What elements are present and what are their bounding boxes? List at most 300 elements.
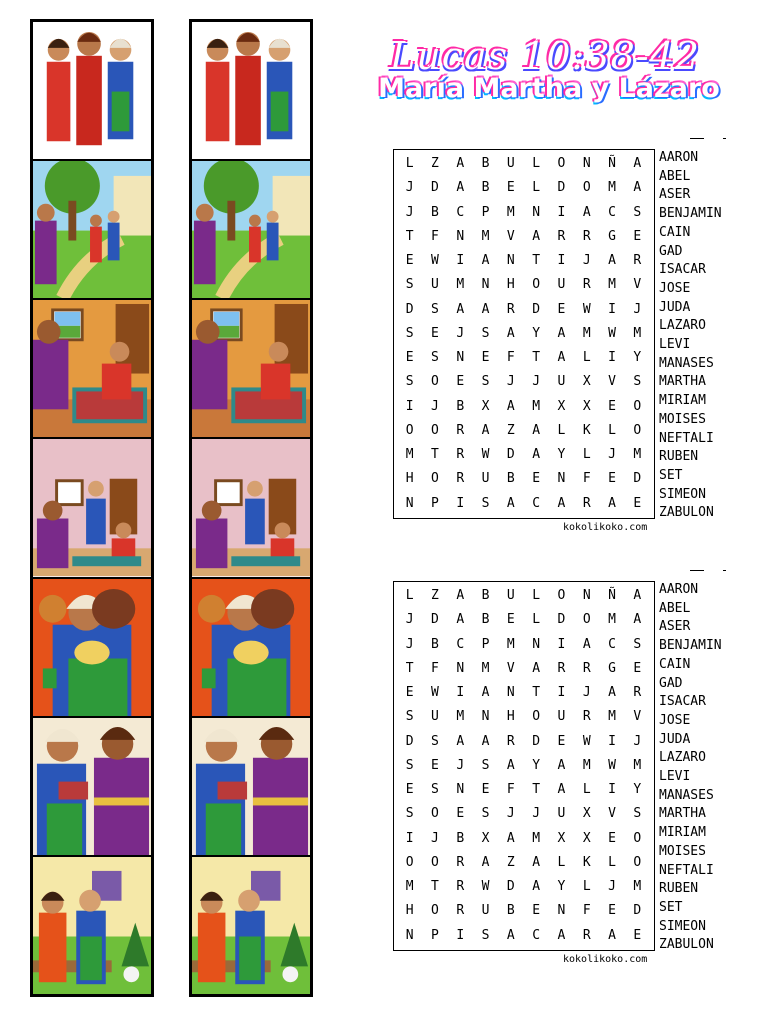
grid-cell: A [481, 253, 490, 269]
grid-cell: A [481, 301, 490, 317]
grid-cell: N [582, 588, 591, 603]
grid-cell: O [633, 398, 642, 414]
grid-cell: P [431, 927, 439, 943]
grid-cell: R [456, 422, 465, 438]
word-list-item: MARTHA [659, 374, 706, 390]
grid-cell: M [456, 709, 465, 725]
grid-cell: N [557, 903, 566, 919]
grid-cell: N [481, 277, 490, 293]
grid-cell: N [582, 156, 591, 171]
strip-panel-4 [192, 439, 310, 578]
grid-cell: L [608, 422, 616, 438]
grid-cell: A [582, 204, 591, 220]
grid-cell: A [532, 660, 541, 676]
grid-cell: E [633, 660, 642, 676]
grid-cell: R [582, 228, 591, 244]
grid-cell: A [481, 854, 490, 870]
divider-mark [690, 570, 704, 571]
grid-cell: E [405, 685, 414, 701]
grid-cell: D [405, 733, 414, 749]
grid-cell: K [582, 854, 591, 870]
grid-cell: U [557, 806, 566, 822]
credit-text: kokolikoko.com [563, 522, 648, 533]
grid-cell: I [557, 253, 566, 269]
grid-cell: O [431, 422, 439, 438]
grid-cell: E [405, 253, 414, 269]
grid-cell: O [532, 709, 541, 725]
grid-cell: A [633, 612, 642, 628]
grid-cell: M [582, 757, 591, 773]
grid-cell: J [582, 685, 591, 701]
grid-cell: A [532, 228, 541, 244]
grid-cell: I [608, 301, 616, 317]
grid-cell: U [506, 156, 515, 171]
grid-cell: S [405, 806, 414, 822]
grid-cell: N [481, 709, 490, 725]
grid-cell: U [481, 903, 490, 919]
grid-cell: K [582, 422, 591, 438]
grid-cell: S [481, 325, 490, 341]
word-list-item: JOSE [659, 280, 691, 296]
word-list-item: SIMEON [659, 918, 706, 934]
grid-cell: S [405, 277, 414, 293]
grid-cell: F [506, 350, 515, 366]
grid-cell: M [405, 447, 414, 463]
strip-panel-5 [33, 579, 151, 718]
strip-panel-7 [192, 857, 310, 994]
illustration-strip-right [189, 19, 313, 997]
grid-cell: I [456, 495, 465, 511]
grid-cell: E [608, 903, 616, 919]
grid-cell: A [456, 301, 465, 317]
grid-cell: O [431, 471, 439, 487]
grid-cell: T [405, 228, 414, 244]
grid-cell: A [506, 757, 515, 773]
grid-cell: C [608, 204, 616, 220]
grid-cell: A [506, 927, 515, 943]
grid-cell: E [431, 757, 439, 773]
grid-cell: M [532, 830, 541, 846]
grid-cell: V [633, 709, 642, 725]
grid-cell: A [481, 733, 490, 749]
grid-cell: O [582, 612, 591, 628]
grid-cell: F [431, 660, 439, 676]
grid-cell: M [405, 879, 414, 895]
word-list-item: LAZARO [659, 750, 706, 766]
grid-cell: N [456, 350, 465, 366]
grid-cell: E [608, 471, 616, 487]
grid-cell: B [481, 612, 490, 628]
grid-cell: R [456, 447, 465, 463]
grid-cell: J [431, 398, 439, 414]
grid-cell: O [405, 422, 414, 438]
grid-cell: C [456, 204, 465, 220]
word-list-item: ISACAR [659, 694, 706, 710]
credit-text: kokolikoko.com [563, 954, 648, 965]
grid-cell: T [431, 879, 439, 895]
grid-cell: S [405, 709, 414, 725]
grid-cell: E [481, 782, 490, 798]
strip-panel-2 [192, 161, 310, 300]
grid-cell: B [456, 398, 465, 414]
grid-cell: A [506, 325, 515, 341]
word-list-item: GAD [659, 675, 683, 691]
word-list-item: BENJAMIN [659, 206, 722, 222]
grid-cell: E [481, 350, 490, 366]
grid-cell: S [431, 350, 439, 366]
grid-cell: M [633, 757, 642, 773]
grid-cell: L [532, 180, 541, 196]
grid-cell: W [608, 757, 616, 773]
grid-cell: E [456, 806, 465, 822]
grid-cell: H [506, 709, 515, 725]
grid-cell: J [532, 806, 541, 822]
grid-cell: A [532, 879, 541, 895]
grid-cell: A [456, 588, 465, 603]
grid-cell: E [431, 325, 439, 341]
strip-panel-1 [33, 22, 151, 161]
grid-cell: P [431, 495, 439, 511]
grid-cell: A [456, 180, 465, 196]
grid-cell: X [557, 398, 566, 414]
grid-cell: A [506, 398, 515, 414]
grid-cell: L [557, 422, 566, 438]
grid-cell: O [633, 830, 642, 846]
grid-cell: O [633, 854, 642, 870]
grid-cell: C [532, 927, 541, 943]
grid-cell: N [456, 660, 465, 676]
grid-cell: M [481, 228, 490, 244]
grid-cell: E [456, 374, 465, 390]
grid-cell: A [456, 612, 465, 628]
grid-cell: A [557, 782, 566, 798]
grid-cell: B [431, 636, 439, 652]
grid-cell: U [506, 588, 515, 603]
grid-cell: T [405, 660, 414, 676]
grid-cell: A [582, 636, 591, 652]
grid-cell: I [557, 636, 566, 652]
grid-cell: H [405, 903, 414, 919]
strip-panel-3 [192, 300, 310, 439]
grid-cell: S [633, 806, 642, 822]
grid-cell: X [481, 830, 490, 846]
strip-panel-4 [33, 439, 151, 578]
grid-cell: E [633, 495, 642, 511]
grid-cell: N [532, 204, 541, 220]
grid-cell: T [532, 350, 541, 366]
grid-cell: L [405, 156, 414, 171]
grid-cell: O [431, 903, 439, 919]
grid-cell: A [481, 685, 490, 701]
grid-cell: D [557, 612, 566, 628]
grid-cell: R [456, 879, 465, 895]
grid-cell: X [582, 374, 591, 390]
grid-cell: W [582, 301, 591, 317]
word-list-item: ABEL [659, 168, 691, 184]
grid-cell: N [557, 471, 566, 487]
grid-cell: I [608, 782, 616, 798]
letter-grid [393, 149, 655, 519]
grid-cell: N [532, 636, 541, 652]
grid-cell: L [582, 447, 591, 463]
grid-cell: A [506, 495, 515, 511]
grid-cell: M [532, 398, 541, 414]
title-names: María Martha y Lázaro [378, 73, 720, 104]
grid-cell: I [557, 685, 566, 701]
grid-cell: L [608, 854, 616, 870]
grid-cell: I [456, 685, 465, 701]
grid-cell: C [608, 636, 616, 652]
grid-cell: S [431, 733, 439, 749]
grid-cell: M [506, 204, 515, 220]
grid-cell: X [582, 830, 591, 846]
grid-cell: W [481, 447, 490, 463]
grid-cell: A [557, 927, 566, 943]
grid-cell: H [506, 277, 515, 293]
grid-cell: J [582, 253, 591, 269]
grid-cell: E [633, 927, 642, 943]
grid-cell: J [506, 806, 515, 822]
grid-cell: A [557, 350, 566, 366]
divider-mark [723, 570, 726, 571]
grid-cell: E [557, 301, 566, 317]
grid-cell: R [582, 660, 591, 676]
grid-cell: A [557, 757, 566, 773]
grid-cell: A [633, 180, 642, 196]
grid-cell: A [633, 588, 642, 603]
grid-cell: L [405, 588, 414, 603]
grid-cell: O [532, 277, 541, 293]
grid-cell: J [456, 325, 465, 341]
grid-cell: A [532, 447, 541, 463]
divider-mark [690, 138, 704, 139]
grid-cell: R [506, 733, 515, 749]
grid-cell: O [557, 588, 566, 603]
grid-cell: M [456, 277, 465, 293]
word-list-item: JOSE [659, 712, 691, 728]
grid-cell: Y [532, 325, 541, 341]
word-list-item: CAIN [659, 224, 691, 240]
grid-cell: T [532, 253, 541, 269]
grid-cell: T [532, 685, 541, 701]
grid-cell: S [633, 374, 642, 390]
grid-cell: J [506, 374, 515, 390]
page-title [372, 36, 732, 104]
strip-panel-6 [33, 718, 151, 857]
grid-cell: R [582, 927, 591, 943]
grid-cell: D [557, 180, 566, 196]
grid-cell: E [532, 471, 541, 487]
strip-panel-6 [192, 718, 310, 857]
grid-cell: L [532, 588, 541, 603]
grid-cell: R [582, 277, 591, 293]
grid-cell: M [506, 636, 515, 652]
grid-cell: M [608, 612, 616, 628]
grid-cell: F [582, 903, 591, 919]
grid-cell: A [557, 495, 566, 511]
grid-cell: D [633, 471, 642, 487]
grid-cell: P [481, 204, 490, 220]
grid-cell: O [405, 854, 414, 870]
word-list-item: AARON [659, 582, 699, 597]
strip-panel-2 [33, 161, 151, 300]
grid-cell: A [633, 156, 642, 171]
grid-cell: E [608, 398, 616, 414]
grid-cell: J [405, 204, 414, 220]
grid-cell: F [582, 471, 591, 487]
grid-cell: T [532, 782, 541, 798]
grid-cell: B [481, 156, 490, 171]
grid-cell: Ñ [608, 156, 616, 171]
grid-cell: M [582, 325, 591, 341]
word-list-item: LAZARO [659, 318, 706, 334]
grid-cell: A [481, 422, 490, 438]
grid-cell: M [633, 447, 642, 463]
word-list-item: RUBEN [659, 449, 699, 465]
grid-cell: R [633, 685, 642, 701]
grid-cell: M [633, 325, 642, 341]
grid-cell: U [481, 471, 490, 487]
word-list-item: LEVI [659, 769, 691, 785]
word-list-item: MIRIAM [659, 393, 706, 409]
grid-cell: J [633, 733, 642, 749]
strip-panel-7 [33, 857, 151, 994]
grid-cell: R [633, 253, 642, 269]
grid-cell: W [481, 879, 490, 895]
grid-cell: L [532, 156, 541, 171]
grid-cell: U [557, 277, 566, 293]
grid-cell: B [481, 588, 490, 603]
grid-cell: N [456, 228, 465, 244]
word-list-item: JUDA [659, 731, 691, 747]
grid-cell: B [481, 180, 490, 196]
grid-cell: I [456, 927, 465, 943]
grid-cell: Y [557, 447, 566, 463]
grid-cell: J [608, 447, 616, 463]
grid-cell: O [431, 854, 439, 870]
grid-cell: Z [506, 854, 515, 870]
grid-cell: I [456, 253, 465, 269]
grid-cell: Y [633, 350, 642, 366]
grid-cell: Y [532, 757, 541, 773]
grid-cell: S [633, 204, 642, 220]
grid-cell: L [532, 612, 541, 628]
grid-cell: J [405, 180, 414, 196]
word-list-item: MANASES [659, 787, 714, 803]
grid-cell: A [506, 830, 515, 846]
grid-cell: M [481, 660, 490, 676]
grid-cell: N [405, 927, 414, 943]
grid-cell: E [608, 830, 616, 846]
word-search-puzzle-1 [393, 135, 731, 533]
grid-cell: O [557, 156, 566, 171]
grid-cell: D [431, 180, 439, 196]
word-list-item: MARTHA [659, 806, 706, 822]
grid-cell: N [506, 253, 515, 269]
grid-cell: F [431, 228, 439, 244]
grid-cell: W [608, 325, 616, 341]
grid-cell: M [608, 180, 616, 196]
grid-cell: I [405, 830, 414, 846]
grid-cell: S [431, 301, 439, 317]
grid-cell: E [506, 180, 515, 196]
grid-cell: X [557, 830, 566, 846]
grid-cell: B [431, 204, 439, 220]
grid-cell: I [608, 350, 616, 366]
grid-cell: X [582, 806, 591, 822]
grid-cell: J [405, 612, 414, 628]
grid-cell: S [633, 636, 642, 652]
grid-cell: G [608, 660, 616, 676]
word-list-item: SET [659, 899, 683, 915]
strip-panel-3 [33, 300, 151, 439]
grid-cell: D [633, 903, 642, 919]
grid-cell: G [608, 228, 616, 244]
grid-cell: R [506, 301, 515, 317]
word-list-item: NEFTALI [659, 862, 714, 878]
grid-cell: Z [431, 156, 439, 171]
grid-cell: A [608, 253, 616, 269]
grid-cell: O [431, 806, 439, 822]
word-list-item: JUDA [659, 299, 691, 315]
grid-cell: L [582, 350, 591, 366]
grid-cell: Z [431, 588, 439, 603]
grid-cell: U [431, 709, 439, 725]
grid-cell: J [431, 830, 439, 846]
grid-cell: D [532, 733, 541, 749]
grid-cell: I [405, 398, 414, 414]
grid-cell: A [532, 854, 541, 870]
word-list-item: ASER [659, 619, 691, 635]
grid-cell: L [582, 879, 591, 895]
grid-cell: U [431, 277, 439, 293]
grid-cell: R [456, 854, 465, 870]
grid-cell: J [608, 879, 616, 895]
grid-cell: I [557, 204, 566, 220]
grid-cell: S [405, 325, 414, 341]
grid-cell: E [506, 612, 515, 628]
grid-cell: S [481, 927, 490, 943]
grid-cell: M [608, 277, 616, 293]
grid-cell: A [608, 685, 616, 701]
word-list-item: MOISES [659, 411, 706, 427]
grid-cell: W [431, 685, 439, 701]
grid-cell: V [506, 228, 515, 244]
grid-cell: F [506, 782, 515, 798]
grid-cell: R [582, 495, 591, 511]
grid-cell: M [633, 879, 642, 895]
word-search-puzzle-2 [393, 567, 731, 965]
grid-cell: U [557, 709, 566, 725]
grid-cell: R [557, 228, 566, 244]
grid-cell: Y [633, 782, 642, 798]
grid-cell: J [532, 374, 541, 390]
word-list-item: ABEL [659, 600, 691, 616]
grid-cell: Z [506, 422, 515, 438]
word-list-item: MANASES [659, 355, 714, 371]
word-list-item: GAD [659, 243, 683, 259]
grid-cell: B [506, 903, 515, 919]
grid-cell: S [405, 757, 414, 773]
strip-panel-5 [192, 579, 310, 718]
grid-cell: N [405, 495, 414, 511]
grid-cell: I [608, 733, 616, 749]
grid-cell: A [557, 325, 566, 341]
grid-cell: J [633, 301, 642, 317]
grid-cell: S [481, 495, 490, 511]
grid-cell: U [557, 374, 566, 390]
grid-cell: X [481, 398, 490, 414]
